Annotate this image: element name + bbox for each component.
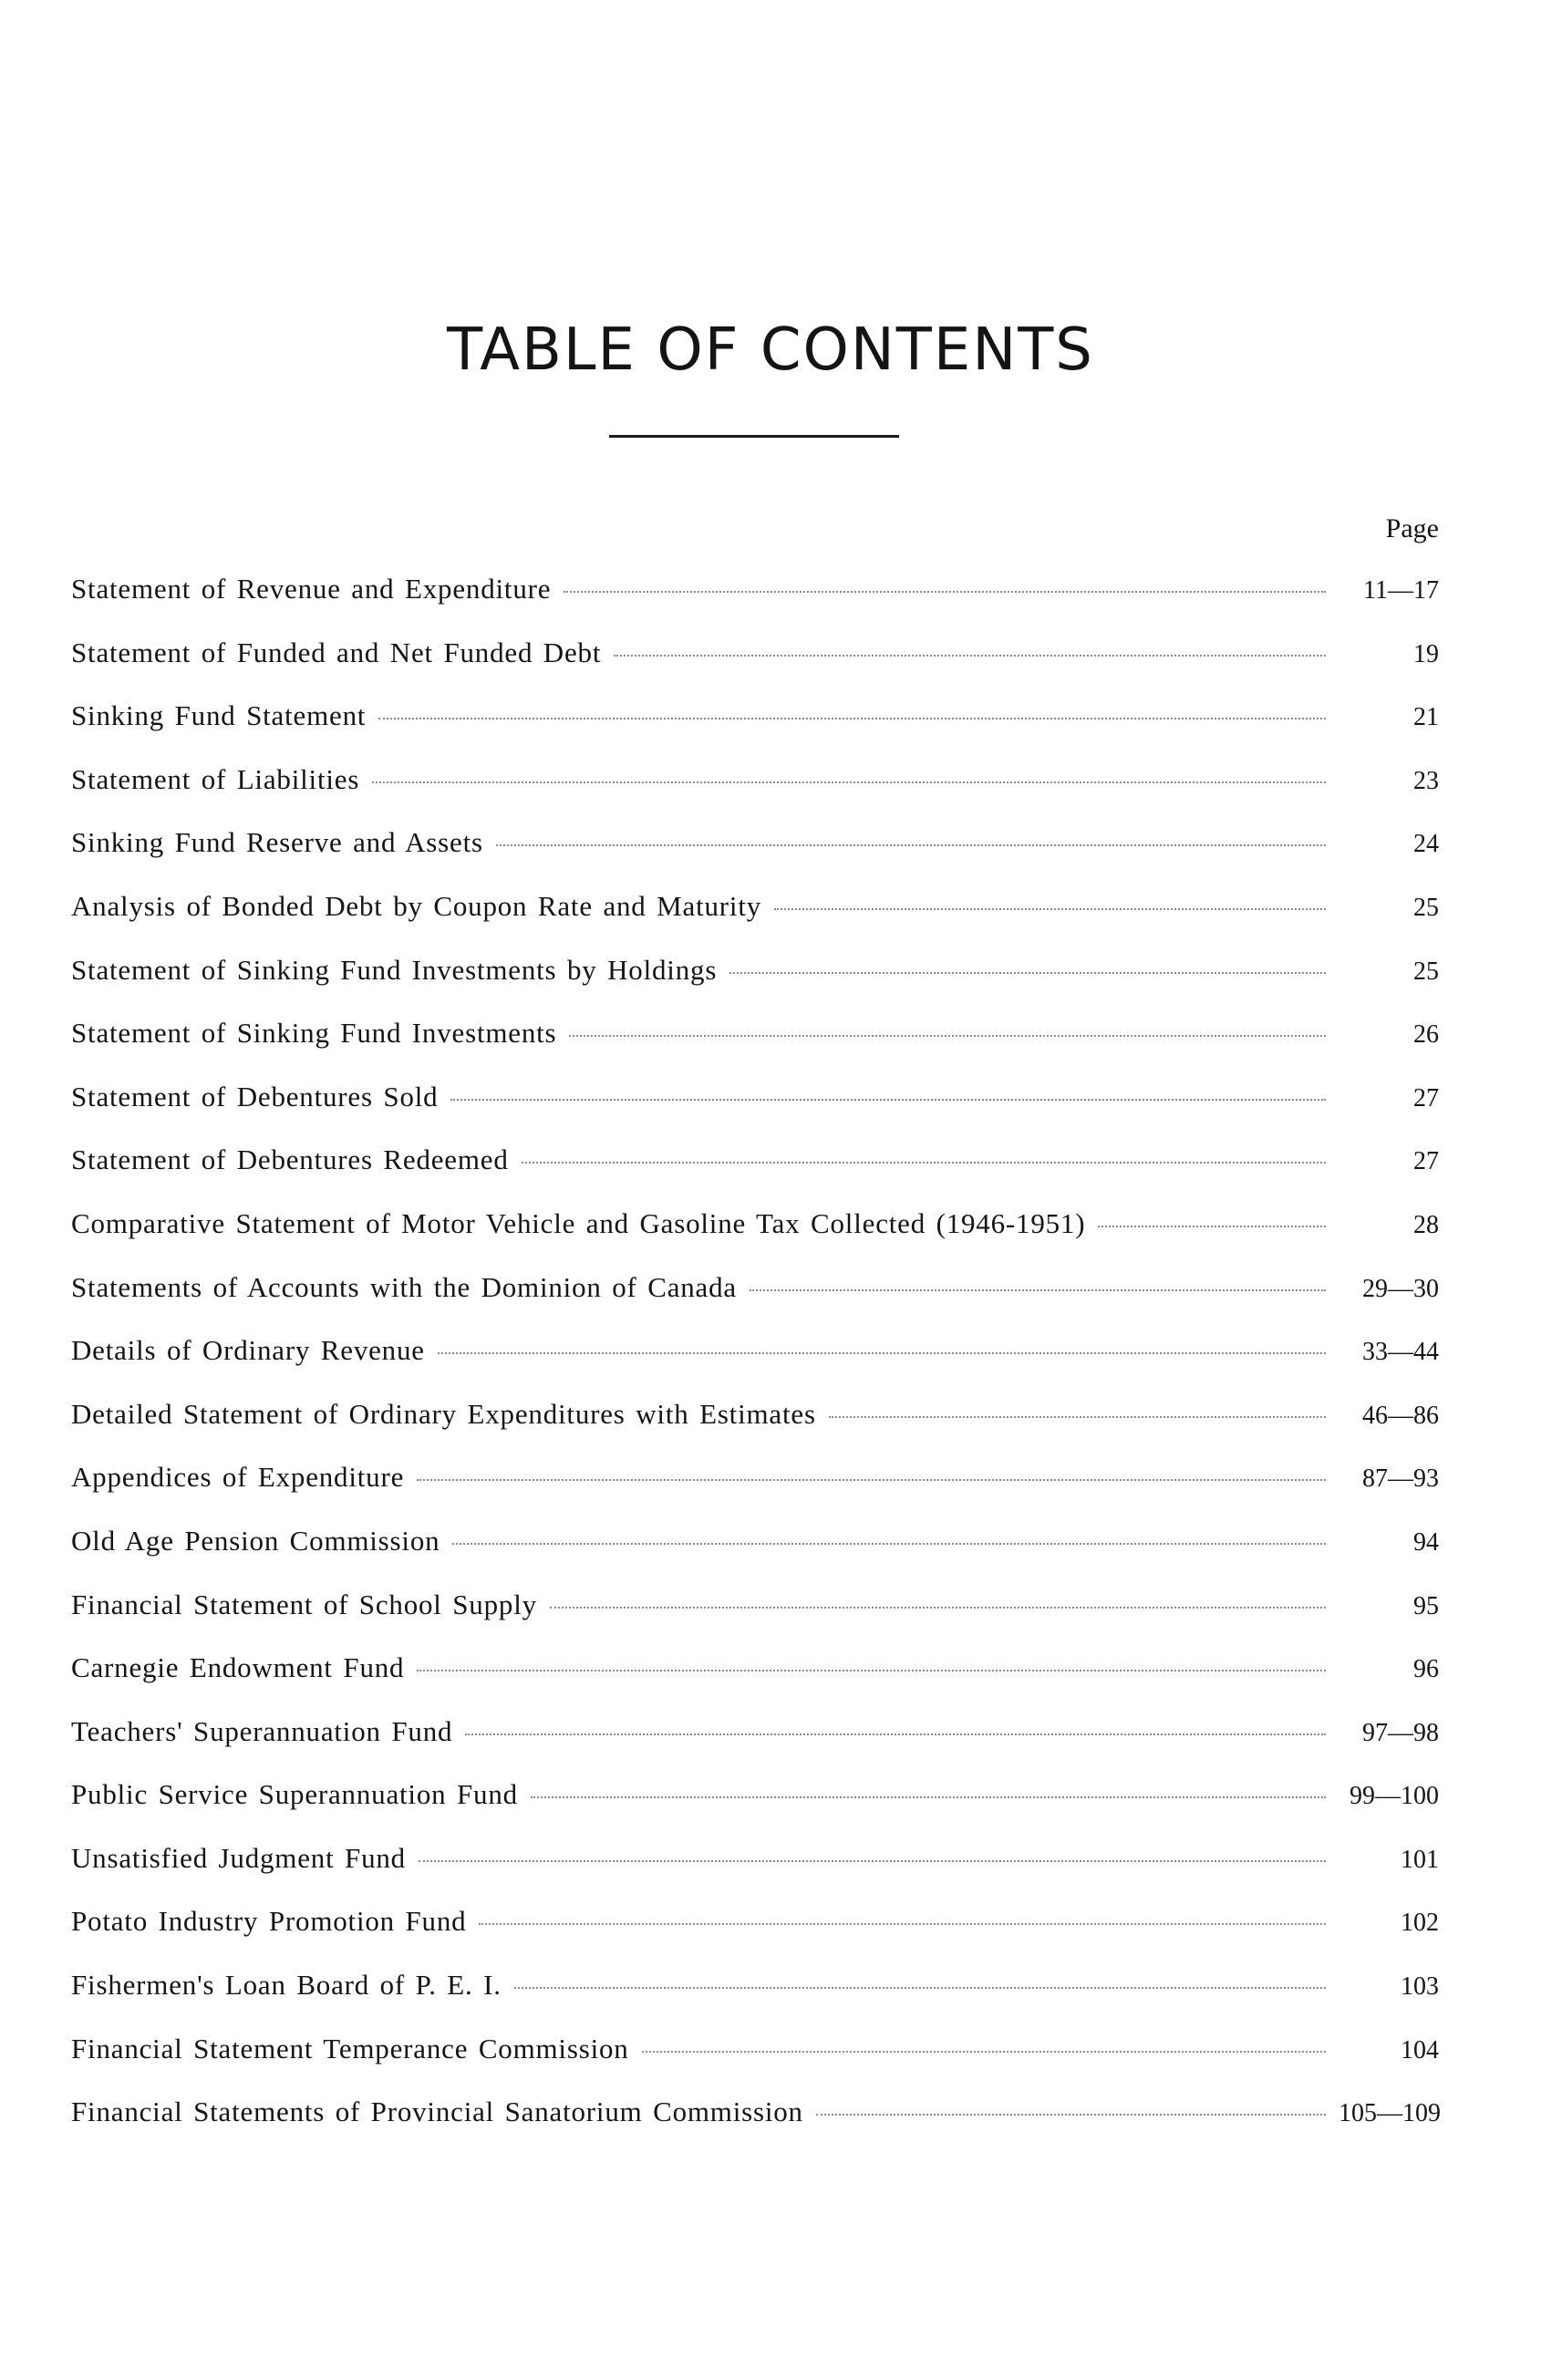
- toc-entry-title: Unsatisfied Judgment Fund: [71, 1841, 406, 1874]
- toc-entry: [71, 1903, 1439, 1967]
- toc-entry-page: 33—44: [1362, 1338, 1439, 1367]
- page-title: TABLE OF CONTENTS: [447, 316, 1094, 384]
- dot-leader: [750, 1289, 1326, 1291]
- toc-entry-title: Statement of Sinking Fund Investments by Holdings: [71, 953, 718, 986]
- toc-entry: [71, 1523, 1439, 1587]
- toc-entry-title: Statement of Liabilities: [71, 762, 360, 795]
- toc-entry-title: Potato Industry Promotion Fund: [71, 1905, 467, 1938]
- toc-entry-page: 11—17: [1363, 576, 1439, 605]
- dot-leader: [550, 1607, 1326, 1609]
- toc-entry-page: 27: [1413, 1083, 1439, 1112]
- toc-entry-page: 95: [1413, 1591, 1439, 1620]
- toc-entry-title: Statement of Revenue and Expenditure: [71, 573, 552, 605]
- dot-leader: [642, 2051, 1326, 2053]
- dot-leader: [514, 1987, 1326, 1989]
- dot-leader: [564, 591, 1326, 593]
- toc-entry: [71, 1015, 1439, 1079]
- toc-entry: [71, 2094, 1439, 2158]
- toc-entry-title: Sinking Fund Statement: [71, 699, 367, 732]
- toc-entry: [71, 635, 1439, 698]
- toc-entry: [71, 2031, 1439, 2095]
- toc-entry: [71, 1587, 1439, 1650]
- toc-entry-title: Details of Ordinary Revenue: [71, 1334, 425, 1367]
- toc-entry-page: 21: [1413, 703, 1439, 732]
- toc-entry-page: 94: [1413, 1527, 1439, 1557]
- toc-entry: [71, 1776, 1439, 1840]
- toc-entry: [71, 1713, 1439, 1777]
- toc-entry: [71, 1269, 1439, 1333]
- toc-entry-page: 96: [1413, 1655, 1439, 1684]
- toc-entry: [71, 1840, 1439, 1904]
- toc-entry-title: Financial Statement Temperance Commission: [71, 2032, 629, 2064]
- dot-leader: [531, 1796, 1326, 1798]
- toc-entry-title: Statement of Funded and Net Funded Debt: [71, 636, 602, 668]
- toc-entry: [71, 1332, 1439, 1396]
- toc-entry-page: 87—93: [1362, 1464, 1439, 1494]
- toc-entry-page: 27: [1413, 1147, 1439, 1176]
- toc-entry-page: 102: [1401, 1909, 1439, 1938]
- dot-leader: [1098, 1226, 1326, 1227]
- toc-entry-title: Statement of Debentures Sold: [71, 1080, 439, 1112]
- toc-entry-page: 19: [1413, 639, 1439, 668]
- title-underline: [609, 435, 899, 438]
- toc-entry-page: 105—109: [1339, 2099, 1441, 2128]
- toc-entry: [71, 1650, 1439, 1713]
- dot-leader: [569, 1035, 1326, 1037]
- toc-entry-title: Analysis of Bonded Debt by Coupon Rate and Maturity: [71, 889, 762, 922]
- toc-entry: [71, 571, 1439, 635]
- toc-entry-title: Statements of Accounts with the Dominion of Canada: [71, 1270, 737, 1303]
- toc-entry: [71, 1396, 1439, 1460]
- dot-leader: [417, 1670, 1326, 1671]
- toc-entry-title: Financial Statements of Provincial Sanatorium Commission: [71, 2095, 803, 2128]
- toc-entry: [71, 1206, 1439, 1269]
- toc-entry: [71, 698, 1439, 761]
- toc-entry: [71, 952, 1439, 1016]
- toc-entry-title: Fishermen's Loan Board of P. E. I.: [71, 1969, 502, 2002]
- toc-entry-title: Sinking Fund Reserve and Assets: [71, 826, 483, 859]
- dot-leader: [522, 1162, 1326, 1164]
- toc-entry-page: 26: [1413, 1020, 1439, 1050]
- toc-entry-title: Carnegie Endowment Fund: [71, 1651, 405, 1684]
- toc-entry-page: 97—98: [1362, 1718, 1439, 1747]
- dot-leader: [465, 1733, 1326, 1735]
- dot-leader: [774, 908, 1326, 910]
- toc-entry-title: Comparative Statement of Motor Vehicle and Gasoline Tax Collected (1946-1951): [71, 1206, 1086, 1239]
- toc-entry: [71, 1967, 1439, 2031]
- dot-leader: [729, 972, 1326, 974]
- dot-leader: [614, 655, 1326, 657]
- dot-leader: [372, 781, 1326, 783]
- toc-entry-page: 99—100: [1350, 1782, 1439, 1811]
- dot-leader: [419, 1860, 1326, 1862]
- dot-leader: [496, 844, 1326, 846]
- toc-entry: [71, 1079, 1439, 1143]
- dot-leader: [816, 2114, 1326, 2116]
- toc-entry: [71, 761, 1439, 825]
- page-column-header: Page: [1385, 513, 1439, 543]
- toc-entry-title: Public Service Superannuation Fund: [71, 1778, 518, 1811]
- toc-entry-page: 104: [1401, 2035, 1439, 2064]
- dot-leader: [438, 1352, 1326, 1354]
- toc-entry-page: 46—86: [1362, 1401, 1439, 1430]
- toc-entry-title: Old Age Pension Commission: [71, 1524, 440, 1557]
- dot-leader: [378, 718, 1326, 719]
- toc-entry: [71, 1459, 1439, 1523]
- toc-entry: [71, 888, 1439, 952]
- dot-leader: [417, 1479, 1326, 1481]
- toc-entry-page: 101: [1401, 1845, 1439, 1874]
- dot-leader: [452, 1543, 1326, 1545]
- dot-leader: [479, 1923, 1326, 1925]
- toc-list: [71, 571, 1439, 2158]
- toc-entry: [71, 824, 1439, 888]
- toc-entry-page: 25: [1413, 957, 1439, 986]
- toc-entry-title: Detailed Statement of Ordinary Expenditures with Estimates: [71, 1397, 816, 1430]
- dot-leader: [450, 1099, 1326, 1101]
- toc-entry-title: Statement of Sinking Fund Investments: [71, 1017, 557, 1050]
- toc-entry-title: Teachers' Superannuation Fund: [71, 1714, 453, 1747]
- toc-entry: [71, 1142, 1439, 1206]
- toc-entry-title: Statement of Debentures Redeemed: [71, 1143, 509, 1176]
- toc-entry-page: 25: [1413, 893, 1439, 922]
- toc-entry-page: 24: [1413, 830, 1439, 859]
- toc-entry-page: 28: [1413, 1210, 1439, 1239]
- toc-entry-title: Financial Statement of School Supply: [71, 1588, 537, 1620]
- dot-leader: [829, 1416, 1326, 1418]
- toc-entry-page: 103: [1401, 1972, 1439, 2002]
- toc-entry-page: 29—30: [1362, 1274, 1439, 1303]
- toc-entry-title: Appendices of Expenditure: [71, 1461, 405, 1494]
- toc-entry-page: 23: [1413, 766, 1439, 795]
